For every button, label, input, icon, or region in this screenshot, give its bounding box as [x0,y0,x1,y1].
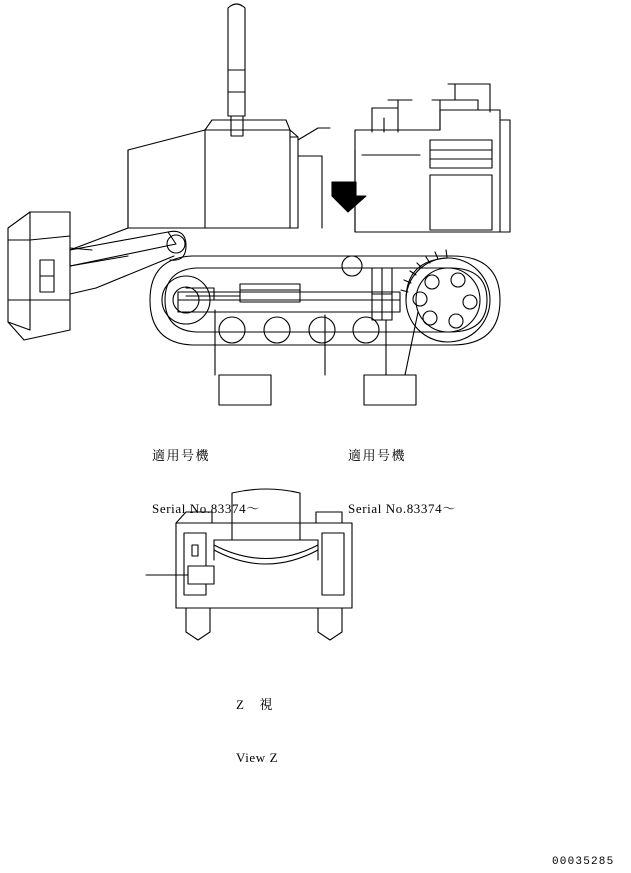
callout-right-text [348,410,456,554]
part-number: 00035285 [552,856,615,868]
callout-left-text [152,410,260,554]
engine-hood [128,120,330,228]
callout-right-en: Serial No.83374～ [348,500,456,516]
label-box-right [364,375,416,405]
label-box-left [219,375,271,405]
dozer-blade [8,212,186,340]
rear-body [500,120,510,232]
callout-right-jp: 適用号機 [348,447,407,463]
callout-left-jp: 適用号機 [152,447,211,463]
z-direction-arrow [332,182,366,212]
callout-left-en: Serial No.83374～ [152,500,260,516]
view-z-label-jp: Z 視 [236,696,276,712]
view-z-label-en: View Z [236,749,279,765]
exhaust-stack [228,4,245,136]
operator-cab [355,84,500,232]
view-z-label [236,659,278,803]
